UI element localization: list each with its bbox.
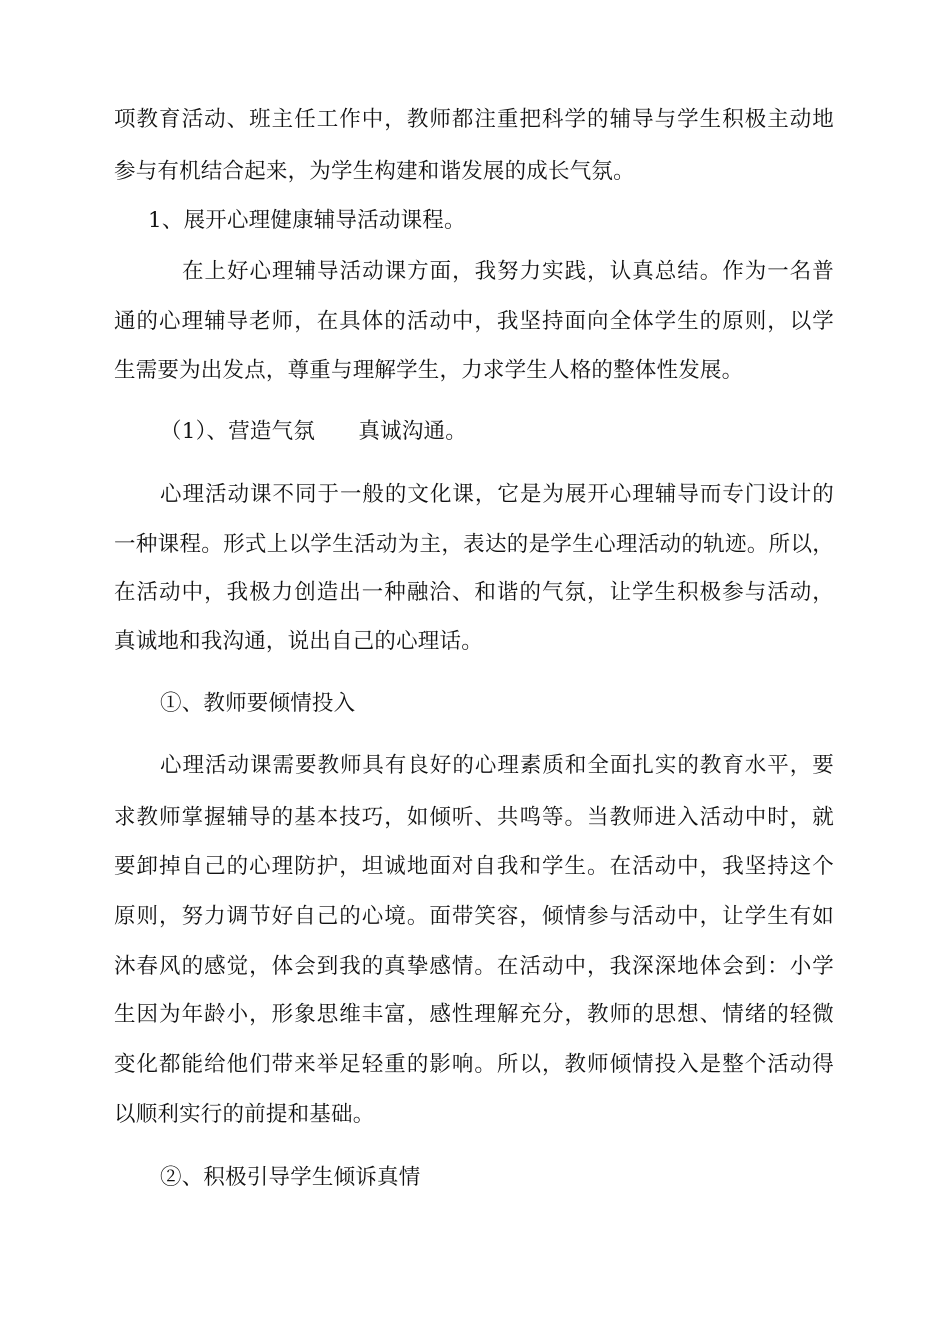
item-heading: ①、教师要倾情投入 bbox=[160, 691, 356, 716]
paragraph-line: 在上好心理辅导活动课方面，我努力实践，认真总结。作为一名普 bbox=[182, 259, 834, 284]
section-heading: 1、展开心理健康辅导活动课程。 bbox=[148, 208, 466, 233]
paragraph-line: 项教育活动、班主任工作中，教师都注重把科学的辅导与学生积极主动地 bbox=[114, 107, 834, 132]
paragraph-line: 原则，努力调节好自己的心境。面带笑容，倾情参与活动中，让学生有如 bbox=[114, 904, 834, 929]
paragraph-line: 心理活动课需要教师具有良好的心理素质和全面扎实的教育水平，要 bbox=[160, 753, 834, 778]
paragraph-line: 沐春风的感觉，体会到我的真挚感情。在活动中，我深深地体会到：小学 bbox=[114, 954, 834, 979]
item-heading: ②、积极引导学生倾诉真情 bbox=[160, 1165, 421, 1190]
paragraph-line: 求教师掌握辅导的基本技巧，如倾听、共鸣等。当教师进入活动中时，就 bbox=[114, 805, 834, 830]
paragraph-line: 真诚地和我沟通，说出自己的心理话。 bbox=[114, 629, 483, 654]
paragraph-line: 变化都能给他们带来举足轻重的影响。所以，教师倾情投入是整个活动得 bbox=[114, 1052, 834, 1077]
paragraph-line: 参与有机结合起来，为学生构建和谐发展的成长气氛。 bbox=[114, 159, 635, 184]
paragraph-line: 生需要为出发点，尊重与理解学生，力求学生人格的整体性发展。 bbox=[114, 358, 744, 383]
paragraph-line: 生因为年龄小，形象思维丰富，感性理解充分，教师的思想、情绪的轻微 bbox=[114, 1002, 834, 1027]
paragraph-line: 要卸掉自己的心理防护，坦诚地面对自我和学生。在活动中，我坚持这个 bbox=[114, 854, 834, 879]
paragraph-line: 以顺利实行的前提和基础。 bbox=[114, 1102, 375, 1127]
subsection-heading: （1）、营造气氛 真诚沟通。 bbox=[160, 419, 467, 444]
paragraph-line: 通的心理辅导老师，在具体的活动中，我坚持面向全体学生的原则，以学 bbox=[114, 309, 834, 334]
paragraph-line: 心理活动课不同于一般的文化课，它是为展开心理辅导而专门设计的 bbox=[160, 482, 834, 507]
paragraph-line: 在活动中，我极力创造出一种融洽、和谐的气氛，让学生积极参与活动， bbox=[114, 580, 834, 605]
paragraph-line: 一种课程。形式上以学生活动为主，表达的是学生心理活动的轨迹。所以， bbox=[114, 532, 834, 557]
